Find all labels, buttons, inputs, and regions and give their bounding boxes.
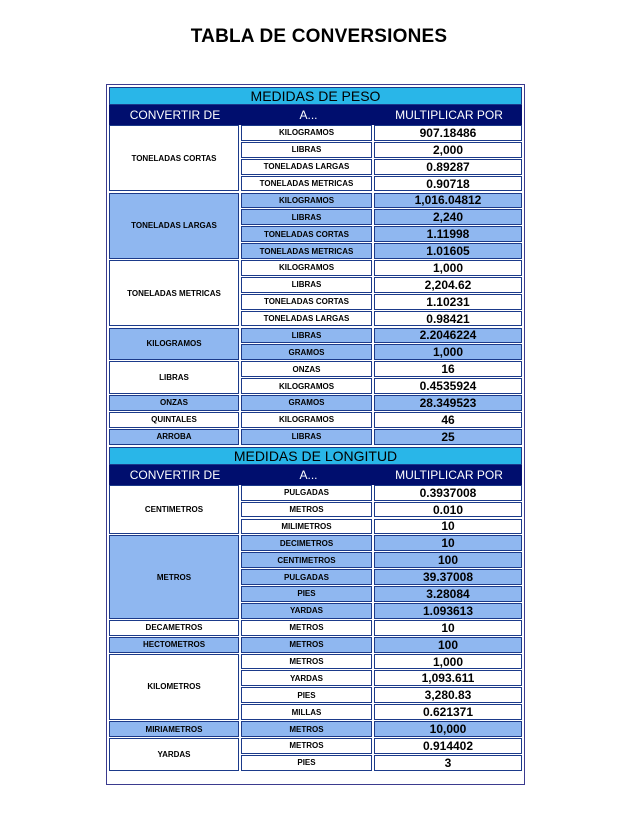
- factor-cell: 1.01605: [374, 243, 522, 259]
- column-header-row: [109, 465, 522, 485]
- convert-to-cell: PULGADAS: [241, 485, 372, 501]
- convert-from-cell: HECTOMETROS: [109, 637, 239, 653]
- convert-from-cell: ONZAS: [109, 395, 239, 411]
- convert-to-cell: LIBRAS: [241, 429, 372, 445]
- factor-cell: 39.37008: [374, 569, 522, 585]
- convert-to-cell: METROS: [241, 654, 372, 670]
- factor-cell: 1,000: [374, 344, 522, 360]
- factor-cell: 1,016.04812: [374, 193, 522, 209]
- factor-cell: 1,000: [374, 654, 522, 670]
- convert-from-cell: YARDAS: [109, 738, 239, 771]
- factor-cell: 0.914402: [374, 738, 522, 754]
- factor-cell: 3,280.83: [374, 687, 522, 703]
- header-convert-to: A...: [299, 467, 318, 482]
- factor-cell: 3.28084: [374, 586, 522, 602]
- convert-to-cell: TONELADAS METRICAS: [241, 176, 372, 192]
- page-title: TABLA DE CONVERSIONES: [190, 26, 448, 47]
- convert-from-cell: METROS: [109, 535, 239, 618]
- factor-cell: 0.89287: [374, 159, 522, 175]
- convert-to-cell: MILLAS: [241, 704, 372, 720]
- factor-cell: 100: [374, 637, 522, 653]
- column-header-row: [109, 105, 522, 125]
- header-convert-from: CONVERTIR DE: [129, 108, 221, 122]
- convert-to-cell: ONZAS: [241, 361, 372, 377]
- factor-cell: 3: [374, 755, 522, 771]
- factor-cell: 0.010: [374, 502, 522, 518]
- convert-to-cell: LIBRAS: [241, 209, 372, 225]
- header-multiply-by: MULTIPLICAR POR: [395, 108, 503, 122]
- header-multiply-by: MULTIPLICAR POR: [395, 467, 503, 482]
- factor-cell: 1,093.611: [374, 670, 522, 686]
- convert-to-cell: METROS: [241, 721, 372, 737]
- convert-to-cell: PIES: [241, 755, 372, 771]
- convert-to-cell: TONELADAS LARGAS: [241, 311, 372, 327]
- convert-to-cell: TONELADAS CORTAS: [241, 294, 372, 310]
- factor-cell: 0.4535924: [374, 378, 522, 394]
- convert-to-cell: METROS: [241, 502, 372, 518]
- factor-cell: 2,000: [374, 142, 522, 158]
- convert-from-cell: TONELADAS METRICAS: [109, 260, 239, 326]
- convert-to-cell: PIES: [241, 687, 372, 703]
- factor-cell: 0.90718: [374, 176, 522, 192]
- factor-cell: 25: [374, 429, 522, 445]
- convert-to-cell: METROS: [241, 738, 372, 754]
- convert-to-cell: METROS: [241, 637, 372, 653]
- convert-to-cell: METROS: [241, 620, 372, 636]
- factor-cell: 10: [374, 620, 522, 636]
- factor-cell: 28.349523: [374, 395, 522, 411]
- convert-to-cell: LIBRAS: [241, 142, 372, 158]
- factor-cell: 16: [374, 361, 522, 377]
- convert-from-cell: QUINTALES: [109, 412, 239, 428]
- convert-to-cell: PULGADAS: [241, 569, 372, 585]
- factor-cell: 100: [374, 552, 522, 568]
- convert-from-cell: KILOMETROS: [109, 654, 239, 720]
- convert-to-cell: TONELADAS CORTAS: [241, 226, 372, 242]
- convert-to-cell: KILOGRAMOS: [241, 260, 372, 276]
- convert-from-cell: KILOGRAMOS: [109, 328, 239, 361]
- factor-cell: 1.093613: [374, 603, 522, 619]
- convert-from-cell: CENTIMETROS: [109, 485, 239, 535]
- convert-from-cell: LIBRAS: [109, 361, 239, 394]
- convert-to-cell: DECIMETROS: [241, 535, 372, 551]
- factor-cell: 2.2046224: [374, 328, 522, 344]
- factor-cell: 10: [374, 519, 522, 535]
- factor-cell: 0.3937008: [374, 485, 522, 501]
- section-title: MEDIDAS DE LONGITUD: [109, 447, 522, 465]
- factor-cell: 1.11998: [374, 226, 522, 242]
- convert-to-cell: KILOGRAMOS: [241, 378, 372, 394]
- convert-to-cell: LIBRAS: [241, 277, 372, 293]
- factor-cell: 1.10231: [374, 294, 522, 310]
- convert-to-cell: PIES: [241, 586, 372, 602]
- convert-to-cell: YARDAS: [241, 603, 372, 619]
- convert-from-cell: DECAMETROS: [109, 620, 239, 636]
- factor-cell: 0.98421: [374, 311, 522, 327]
- factor-cell: 10,000: [374, 721, 522, 737]
- factor-cell: 2,204.62: [374, 277, 522, 293]
- factor-cell: 907.18486: [374, 125, 522, 141]
- convert-to-cell: TONELADAS LARGAS: [241, 159, 372, 175]
- factor-cell: 10: [374, 535, 522, 551]
- header-convert-from: CONVERTIR DE: [129, 467, 221, 482]
- convert-to-cell: YARDAS: [241, 670, 372, 686]
- factor-cell: 2,240: [374, 209, 522, 225]
- convert-to-cell: LIBRAS: [241, 328, 372, 344]
- factor-cell: 1,000: [374, 260, 522, 276]
- header-convert-to: A...: [299, 108, 318, 122]
- conversion-table: [106, 84, 525, 785]
- factor-cell: 46: [374, 412, 522, 428]
- convert-to-cell: GRAMOS: [241, 344, 372, 360]
- convert-to-cell: TONELADAS METRICAS: [241, 243, 372, 259]
- convert-to-cell: GRAMOS: [241, 395, 372, 411]
- convert-from-cell: ARROBA: [109, 429, 239, 445]
- convert-to-cell: CENTIMETROS: [241, 552, 372, 568]
- convert-from-cell: TONELADAS LARGAS: [109, 193, 239, 259]
- convert-to-cell: KILOGRAMOS: [241, 193, 372, 209]
- convert-from-cell: TONELADAS CORTAS: [109, 125, 239, 191]
- section-title: MEDIDAS DE PESO: [109, 87, 522, 105]
- convert-to-cell: MILIMETROS: [241, 519, 372, 535]
- convert-from-cell: MIRIAMETROS: [109, 721, 239, 737]
- factor-cell: 0.621371: [374, 704, 522, 720]
- convert-to-cell: KILOGRAMOS: [241, 412, 372, 428]
- convert-to-cell: KILOGRAMOS: [241, 125, 372, 141]
